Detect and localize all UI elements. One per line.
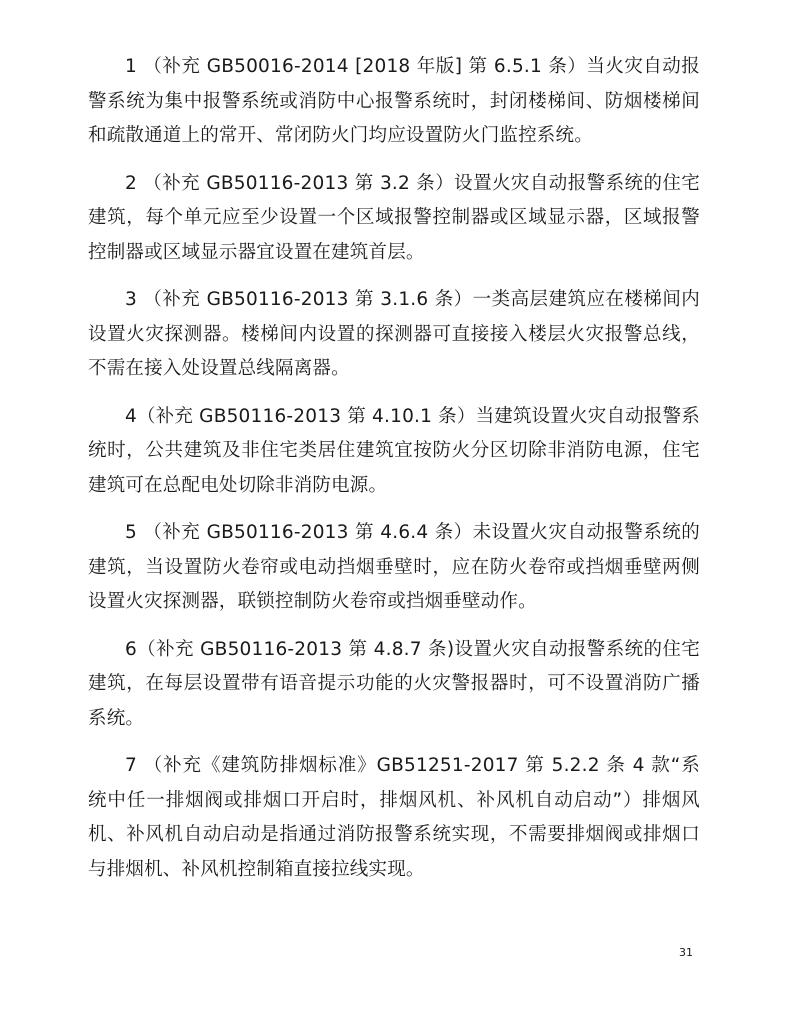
document-body [88,50,700,900]
paragraph-clause-6: 6（补充 GB50116-2013 第 4.8.7 条)设置火灾自动报警系统的住宅建筑，在每层设置带有语音提示功能的火灾警报器时，可不设置消防广播系统。 [88,638,700,729]
paragraph-clause-3: 3 （补充 GB50116-2013 第 3.1.6 条）一类高层建筑应在楼梯间内设置火灾探测器。楼梯间内设置的探测器可直接接入楼层火灾报警总线，不需在接入处设置总线隔离器。 [88,289,700,379]
paragraph-clause-4: 4（补充 GB50116-2013 第 4.10.1 条）当建筑设置火灾自动报警系统时，公共建筑及非住宅类居住建筑宜按防火分区切除非消防电源，住宅建筑可在总配电处切除非消防电源。 [88,405,700,496]
paragraph-clause-2: 2 （补充 GB50116-2013 第 3.2 条）设置火灾自动报警系统的住宅建筑，每个单元应至少设置一个区域报警控制器或区域显示器，区域报警控制器或区域显示器宜设置在建筑首层。 [88,172,700,263]
paragraph-clause-5: 5 （补充 GB50116-2013 第 4.6.4 条）未设置火灾自动报警系统的建筑，当设置防火卷帘或电动挡烟垂壁时，应在防火卷帘或挡烟垂壁两侧设置火灾探测器，联锁控制防火卷帘或挡烟垂壁动作。 [88,522,700,612]
page-number: 31 [679,946,693,959]
paragraph-clause-7: 7 （补充《建筑防排烟标准》GB51251-2017 第 5.2.2 条 4 款“系统中任一排烟阀或排烟口开启时，排烟风机、补风机自动启动”）排烟风机、补风机自动启动是指通过消防报警系统实现，不需要排烟阀或排烟口与排烟机、补风机控制箱直接拉线实现。 [88,755,700,880]
paragraph-clause-1: 1 （补充 GB50016-2014 [2018 年版] 第 6.5.1 条）当火灾自动报警系统为集中报警系统或消防中心报警系统时，封闭楼梯间、防烟楼梯间和疏散通道上的常开、常闭防火门均应设置防火门监控系统。 [88,56,700,146]
